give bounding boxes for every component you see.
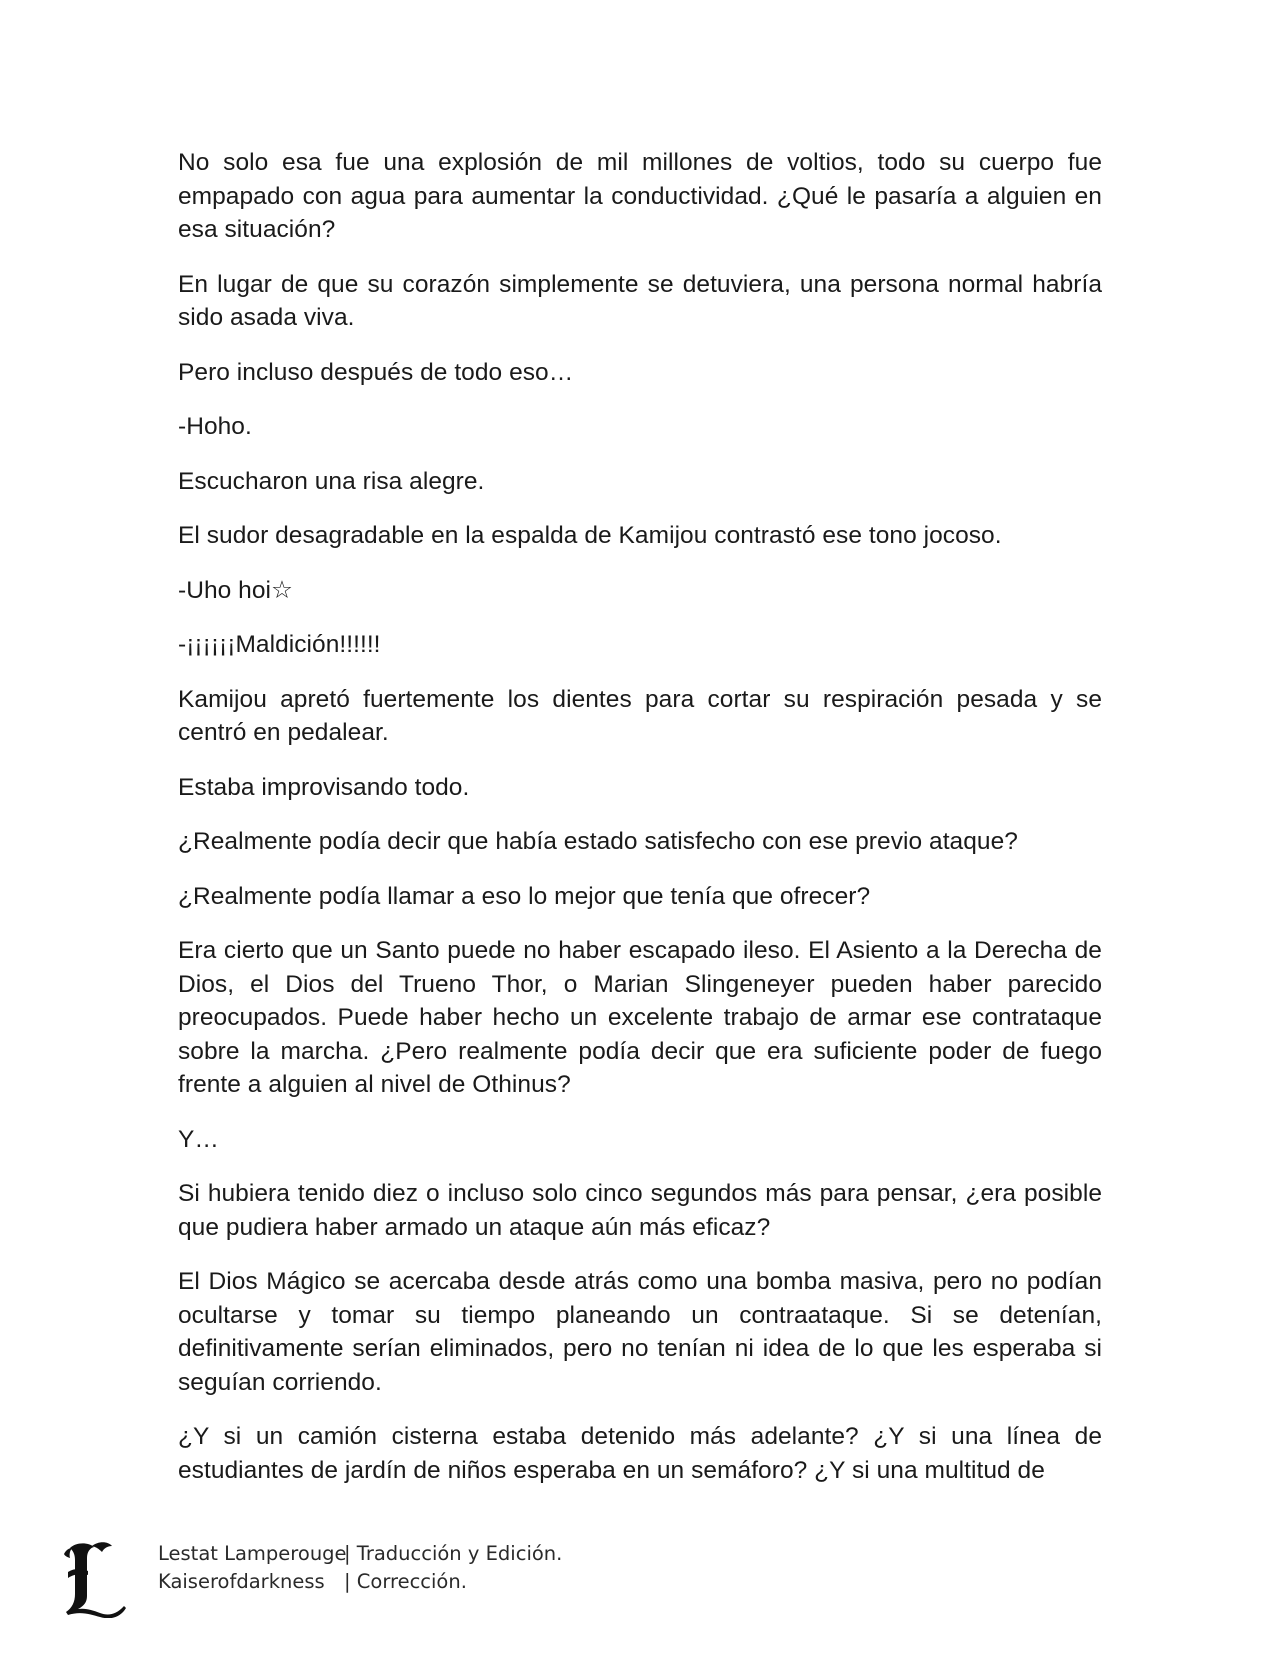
paragraph: Era cierto que un Santo puede no haber escapado ileso. El Asiento a la Derecha de Dios, el Dios del Trueno Thor, o Marian Slingeneyer pueden haber parecido preocupados. Puede haber hecho un excelente trabajo de armar ese contrataque sobre la marcha. ¿Pero realmente podía decir que era suficiente poder de fuego frente a alguien al nivel de Othinus? xyxy=(178,937,1102,1098)
page-body xyxy=(178,146,1102,1487)
gothic-letter-l-logo-icon xyxy=(62,1538,130,1618)
paragraph: ¿Realmente podía decir que había estado satisfecho con ese previo ataque? xyxy=(178,828,1018,855)
paragraph: El sudor desagradable en la espalda de Kamijou contrastó ese tono jocoso. xyxy=(178,522,1002,549)
paragraph: Y… xyxy=(178,1125,219,1153)
paragraph: Escucharon una risa alegre. xyxy=(178,467,485,495)
paragraph: -Uho hoi☆ xyxy=(178,576,294,604)
paragraph: -¡¡¡¡¡¡Maldición!!!!!! xyxy=(178,631,381,658)
paragraph: ¿Y si un camión cisterna estaba detenido más adelante? ¿Y si una línea de estudiantes de jardín de niños esperaba en un semáforo? ¿Y si una multitud de xyxy=(178,1423,1102,1484)
paragraph: El Dios Mágico se acercaba desde atrás como una bomba masiva, pero no podían ocultarse y tomar su tiempo planeando un contraataque. Si se detenían, definitivamente serían eliminados, pero no tenían ni idea de lo que les esperaba si seguían corriendo. xyxy=(178,1268,1102,1396)
paragraph: Kamijou apretó fuertemente los dientes para cortar su respiración pesada y se centró en pedalear. xyxy=(178,685,1102,746)
paragraph: En lugar de que su corazón simplemente se detuviera, una persona normal habría sido asada viva. xyxy=(178,270,1102,331)
paragraph: Pero incluso después de todo eso… xyxy=(178,358,574,386)
credits xyxy=(158,1540,562,1596)
credit-row-translation xyxy=(158,1540,562,1568)
credit-role: | Traducción y Edición. xyxy=(344,1542,563,1565)
paragraph: -Hoho. xyxy=(178,413,252,440)
paragraph: ¿Realmente podía llamar a eso lo mejor que tenía que ofrecer? xyxy=(178,882,871,910)
paragraph: No solo esa fue una explosión de mil millones de voltios, todo su cuerpo fue empapado con agua para aumentar la conductividad. ¿Qué le pasaría a alguien en esa situación? xyxy=(178,149,1102,243)
page-footer xyxy=(62,1538,662,1618)
paragraph: Si hubiera tenido diez o incluso solo cinco segundos más para pensar, ¿era posible que pudiera haber armado un ataque aún más eficaz? xyxy=(178,1180,1102,1241)
paragraph: Estaba improvisando todo. xyxy=(178,773,470,801)
credit-name: Lestat Lamperouge xyxy=(158,1542,347,1565)
credit-row-correction xyxy=(158,1568,562,1596)
credit-name: Kaiserofdarkness xyxy=(158,1570,325,1593)
credit-role: | Corrección. xyxy=(344,1570,467,1593)
